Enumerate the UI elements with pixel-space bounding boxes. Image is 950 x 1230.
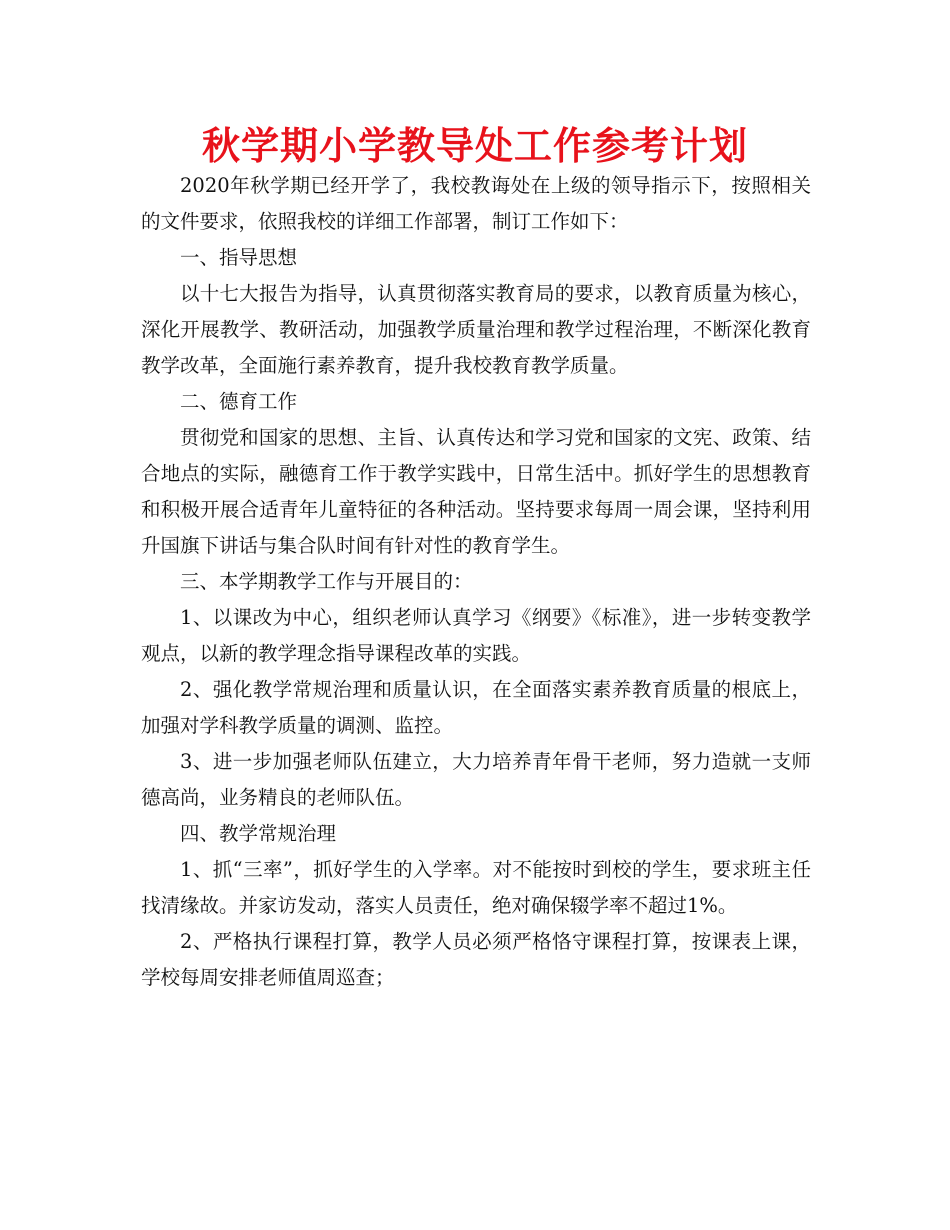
- list-item-routine-1: 1、抓“三率”，抓好学生的入学率。对不能按时到校的学生，要求班主任找清缘故。并家访发动，落实人员责任，绝对确保辍学率不超过1%。: [141, 858, 811, 917]
- heading-guiding-thought: 一、指导思想: [180, 246, 298, 269]
- paragraph-intro: 2020年秋学期已经开学了，我校教诲处在上级的领导指示下，按照相关的文件要求，依照我校的详细工作部署，制订工作如下：: [141, 174, 811, 233]
- list-item-routine-2: 2、严格执行课程打算，教学人员必须严格恪守课程打算，按课表上课，学校每周安排老师值周巡查；: [141, 930, 811, 989]
- list-item-goal-3: 3、进一步加强老师队伍建立，大力培养青年骨干老师，努力造就一支师德高尚，业务精良的老师队伍。: [141, 750, 811, 809]
- paragraph-moral-education: 贯彻党和国家的思想、主旨、认真传达和学习党和国家的文宪、政策、结合地点的实际，融德育工作于教学实践中，日常生活中。抓好学生的思想教育和积极开展合适青年儿童特征的各种活动。坚持要求每周一周会课，坚持利用升国旗下讲话与集合队时间有针对性的教育学生。: [141, 426, 811, 557]
- paragraph-guiding-thought: 以十七大报告为指导，认真贯彻落实教育局的要求，以教育质量为核心，深化开展教学、教研活动，加强教学质量治理和教学过程治理，不断深化教育教学改革，全面施行素养教育，提升我校教育教学质量。: [141, 282, 811, 377]
- heading-routine-management: 四、教学常规治理: [180, 822, 337, 845]
- heading-moral-education: 二、德育工作: [180, 390, 298, 413]
- document-body: [141, 168, 811, 996]
- list-item-goal-2: 2、强化教学常规治理和质量认识，在全面落实素养教育质量的根底上，加强对学科教学质量的调测、监控。: [141, 678, 811, 737]
- heading-teaching-goals: 三、本学期教学工作与开展目的：: [180, 570, 473, 593]
- document-title: 秋学期小学教导处工作参考计划: [201, 124, 748, 168]
- list-item-goal-1: 1、以课改为中心，组织老师认真学习《纲要》《标准》，进一步转变教学观点，以新的教学理念指导课程改革的实践。: [141, 606, 811, 665]
